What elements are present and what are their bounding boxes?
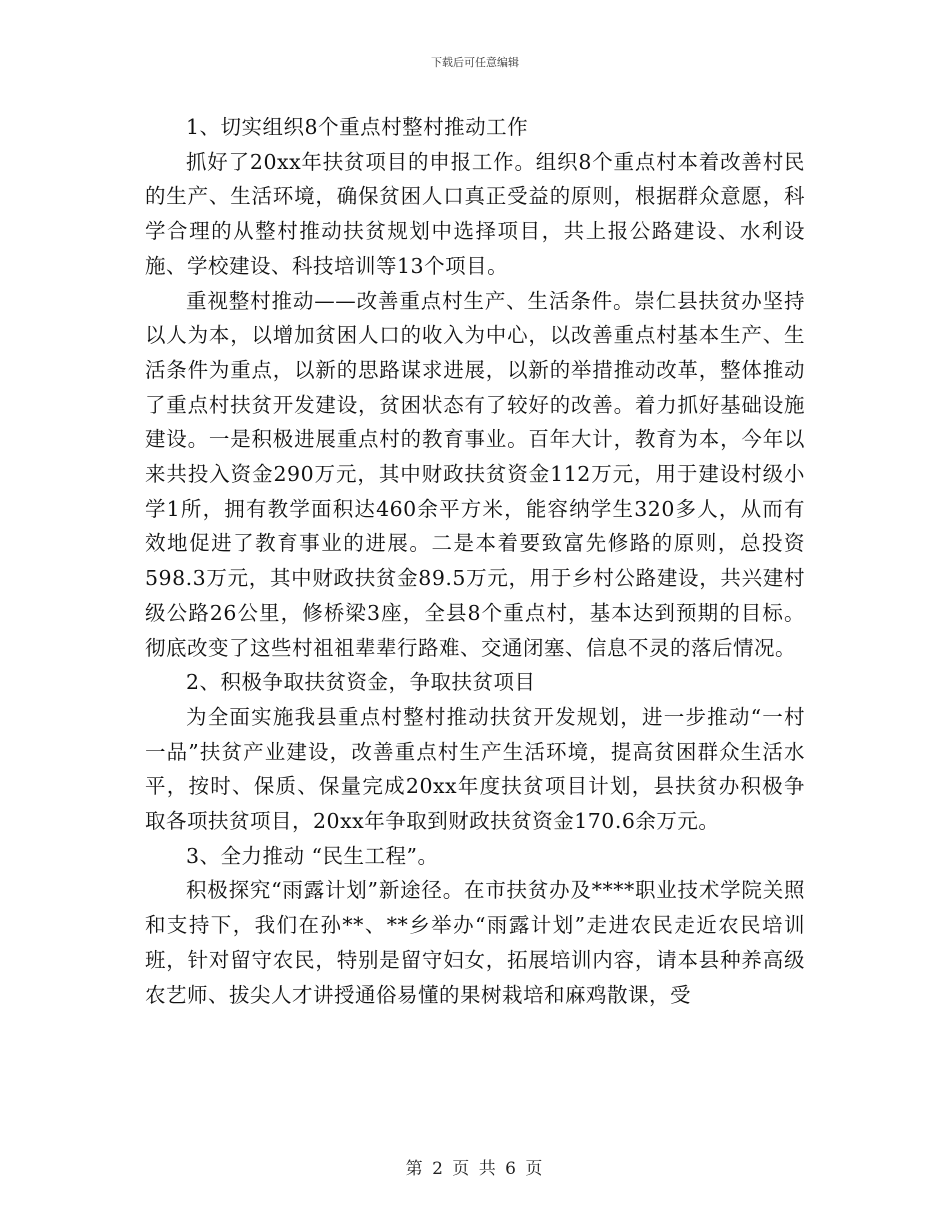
page-header-note: 下载后可任意编辑 xyxy=(431,56,519,69)
section-heading-2: 2、积极争取扶贫资金，争取扶贫项目 xyxy=(186,670,536,695)
page-number-footer: 第 2 页 共 6 页 xyxy=(405,1159,545,1179)
body-paragraph: 为全面实施我县重点村整村推动扶贫开发规划，进一步推动“一村一品”扶贫产业建设，改善重点村生产生活环境，提高贫困群众生活水平，按时、保质、保量完成20xx年度扶贫项目计划，县扶贫办积极争取各项扶贫项目，20xx年争取到财政扶贫资金170.6余万元。 xyxy=(145,704,805,834)
body-paragraph: 抓好了20xx年扶贫项目的申报工作。组织8个重点村本着改善村民的生产、生活环境，确保贫困人口真正受益的原则，根据群众意愿，科学合理的从整村推动扶贫规划中选择项目，共上报公路建设、水利设施、学校建设、科技培训等13个项目。 xyxy=(145,149,805,278)
section-heading-3: 3、全力推动 “民生工程”。 xyxy=(186,843,439,868)
section-heading-1: 1、切实组织8个重点村整村推动工作 xyxy=(186,115,529,139)
body-paragraph: 积极探究“雨露计划”新途径。在市扶贫办及****职业技术学院关照和支持下，我们在孙**、**乡举办“雨露计划”走进农民走近农民培训班，针对留守农民，特别是留守妇女，拓展培训内容，请本县种养高级农艺师、拔尖人才讲授通俗易懂的果树栽培和麻鸡散课，受 xyxy=(145,878,805,1007)
body-paragraph: 重视整村推动——改善重点村生产、生活条件。崇仁县扶贫办坚持以人为本，以增加贫困人口的收入为中心，以改善重点村基本生产、生活条件为重点，以新的思路谋求进展，以新的举措推动改革，整体推动了重点村扶贫开发建设，贫困状态有了较好的改善。着力抓好基础设施建设。一是积极进展重点村的教育事业。百年大计，教育为本，今年以来共投入资金290万元，其中财政扶贫资金112万元，用于建设村级小学1所，拥有教学面积达460余平方米，能容纳学生320多人，从而有效地促进了教育事业的进展。二是本着要致富先修路的原则，总投资598.3万元，其中财政扶贫金89.5万元，用于乡村公路建设，共兴建村级公路26公里，修桥梁3座，全县8个重点村，基本达到预期的目标。彻底改变了这些村祖祖辈辈行路难、交通闭塞、信息不灵的落后情况。 xyxy=(145,288,805,660)
document-body xyxy=(145,110,805,1012)
